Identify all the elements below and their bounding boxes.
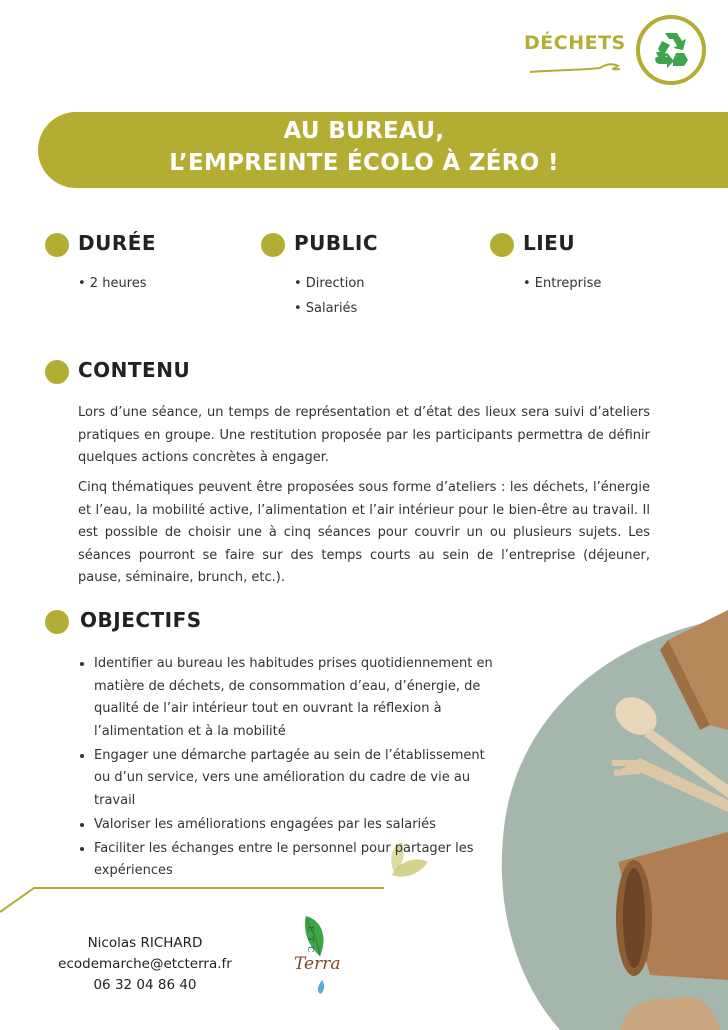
contact-block	[50, 933, 240, 996]
heading-objectifs: OBJECTIFS	[80, 608, 202, 632]
recycle-badge	[636, 15, 706, 85]
list-item: • Engager une démarche partagée au sein de l’établissement ou d’un service, vers une amélioration du cadre de vie au travail	[94, 745, 494, 813]
bullet-dot	[261, 233, 285, 257]
list-item: • Identifier au bureau les habitudes prises quotidiennement en matière de déchets, de consommation d’eau, d’énergie, de qualité de l’air intérieur tout en ouvrant la réflexion à l’alimentation et à la mobilité	[94, 653, 494, 743]
list-item: • Faciliter les échanges entre le personnel pour partager les expériences	[94, 838, 494, 883]
category-underline	[528, 60, 624, 76]
contact-email: ecodemarche@etcterra.fr	[58, 956, 232, 972]
page-title-line2: L’EMPREINTE ÉCOLO À ZÉRO !	[169, 150, 559, 176]
duree-item: • 2 heures	[78, 276, 147, 291]
logo-letters: E T C	[306, 926, 315, 954]
recycle-icon	[648, 27, 694, 73]
contact-phone: 06 32 04 86 40	[93, 977, 197, 993]
objectifs-list	[80, 653, 494, 884]
heading-duree: DURÉE	[78, 231, 157, 255]
bullet-dot	[45, 360, 69, 384]
category-label: DÉCHETS	[524, 32, 626, 54]
contenu-paragraph-2: Cinq thématiques peuvent être proposées sous forme d’ateliers : les déchets, l’énergie et l’eau, la mobilité active, l’alimentation et l’air intérieur pour le bien-être au travail. Il est possible de choisir une à cinq séances pour couvrir un ou plusieurs sujets. Les séances pourront se faire sur des temps courts au sein de l’entreprise (déjeuner, pause, séminaire, brunch, etc.).	[78, 480, 650, 585]
heading-lieu: LIEU	[523, 231, 576, 255]
bullet-dot	[45, 233, 69, 257]
public-item: • Salariés	[294, 301, 358, 316]
list-item: • Valoriser les améliorations engagées par les salariés	[94, 814, 494, 837]
bullet-dot	[45, 610, 69, 634]
heading-contenu: CONTENU	[78, 358, 191, 382]
contact-name: Nicolas RICHARD	[87, 935, 203, 951]
lieu-item: • Entreprise	[523, 276, 602, 291]
page-title-line1: AU BUREAU,	[283, 118, 445, 144]
contenu-paragraph-1: Lors d’une séance, un temps de représentation et d’état des lieux sera suivi d’ateliers pratiques en groupe. Une restitution proposée par les participants permettra de définir quelques actions concrètes à engager.	[78, 405, 650, 465]
public-item: • Direction	[294, 276, 365, 291]
logo-word: Terra	[294, 954, 341, 974]
heading-public: PUBLIC	[294, 231, 379, 255]
bullet-dot	[490, 233, 514, 257]
etc-terra-logo	[292, 912, 348, 1002]
